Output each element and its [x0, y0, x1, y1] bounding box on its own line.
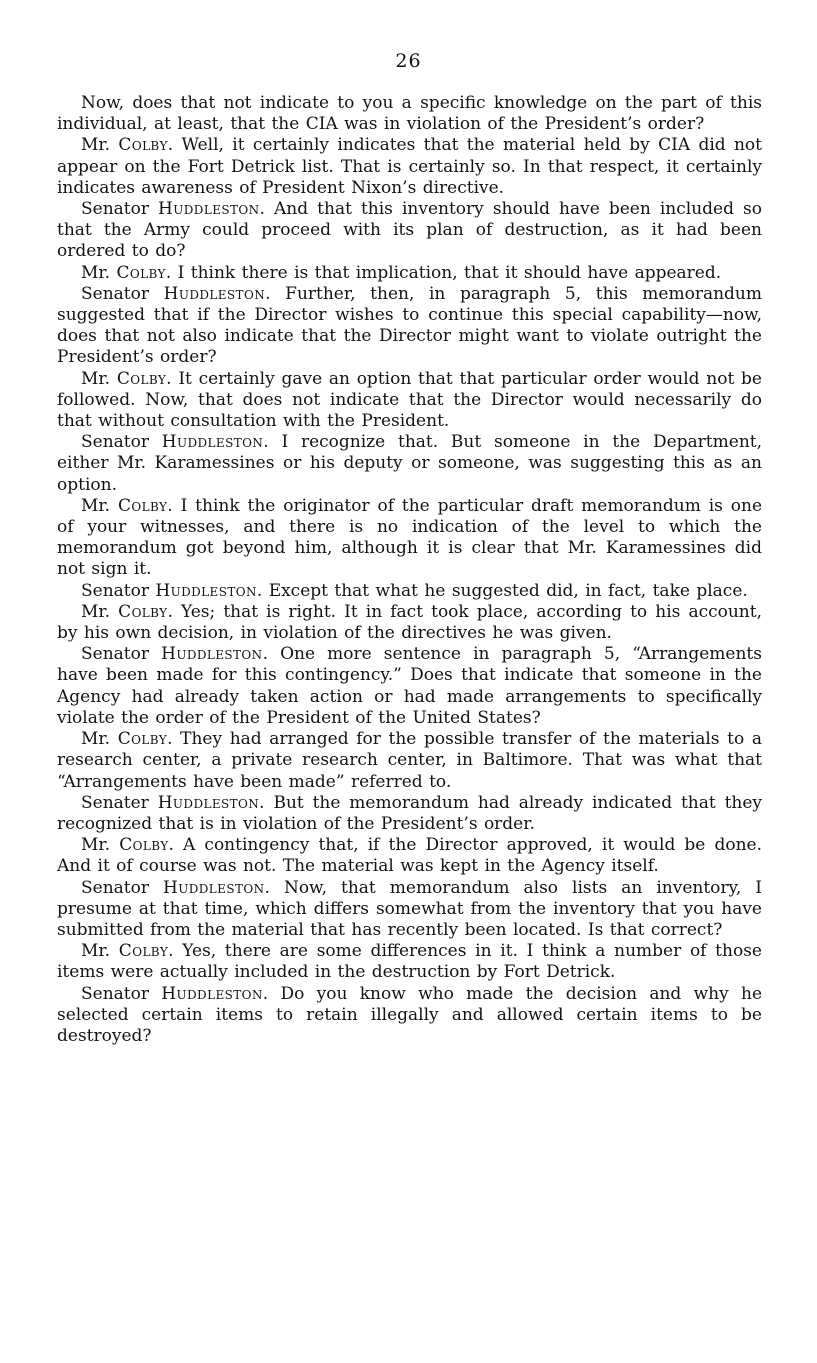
speech-text: But the memorandum had already indicated that they recognized that is in violation of the President’s order. [57, 792, 763, 834]
transcript-paragraph [57, 135, 762, 199]
transcript-paragraph [57, 432, 762, 496]
speech-text: Further, then, in paragraph 5, this memorandum suggested that if the Director wishes to continue this special capability—now, does that not also indicate that the Director might want to violate outright the President’s order? [57, 283, 763, 368]
transcript-paragraph [57, 644, 762, 729]
speaker-name: Mr. Colby. [81, 135, 174, 156]
page-number: 26 [395, 50, 422, 72]
speaker-name: Senator Huddleston. [81, 644, 268, 665]
transcript-paragraph [57, 581, 762, 602]
speech-text: Well, it certainly indicates that the material held by CIA did not appear on the Fort Detrick list. That is certainly so. In that respect, it certainly indicates awareness of President Nixon’s directive. [57, 135, 763, 198]
transcript-paragraph [57, 496, 762, 581]
speaker-name: Senator Huddleston. [81, 199, 265, 220]
speech-text: Now, that memorandum also lists an inventory, I presume at that time, which differs somewhat from the inventory that you have submitted from the material that has recently been located. Is that correct? [57, 877, 763, 940]
speaker-name: Senator Huddleston. [81, 580, 263, 601]
transcript-paragraph [57, 878, 762, 942]
speaker-name: Mr. Colby. [81, 601, 173, 622]
speaker-name: Mr. Colby. [81, 835, 174, 856]
transcript-paragraph [57, 602, 762, 644]
speech-text: I recognize that. But someone in the Department, either Mr. Karamessines or his deputy or someone, was suggesting this as an option. [57, 432, 763, 495]
speech-text: It certainly gave an option that that particular order would not be followed. Now, that does not indicate that the Director would necessarily do that without consultation with the President. [57, 368, 762, 432]
speaker-name: Senator Huddleston. [81, 877, 270, 898]
speaker-name: Senator Huddleston. [81, 432, 269, 453]
speech-text: Do you know who made the decision and why he selected certain items to retain illegally and allowed certain items to be destroyed? [57, 983, 763, 1046]
speech-text: And that this inventory should have been included so that the Army could proceed with its plan of destruction, as it had been ordered to do? [57, 199, 763, 262]
transcript-paragraph [57, 263, 762, 284]
speech-text: Except that what he suggested did, in fact, take place. [268, 580, 748, 601]
speaker-name: Senator Huddleston. [81, 283, 271, 304]
speaker-name: Mr. Colby. [81, 941, 174, 962]
transcript-paragraph [57, 729, 762, 793]
transcript-paragraph [57, 835, 762, 877]
transcript-paragraph [57, 793, 762, 835]
speech-text: Yes; that is right. It in fact took place, according to his account, by his own decision, in violation of the directives he was given. [57, 601, 762, 644]
transcript-body [57, 93, 762, 1047]
transcript-paragraph [57, 984, 762, 1048]
speech-text: One more sentence in paragraph 5, “Arrangements have been made for this contingency.” Does that indicate that someone in the Agency had already taken action or had made arrangements to specifically violate the order of the President of the United States? [57, 644, 762, 728]
speaker-name: Mr. Colby. [81, 262, 172, 283]
transcript-paragraph [57, 284, 762, 369]
speech-text: I think there is that implication, that it should have appeared. [177, 262, 722, 283]
speaker-name: Mr. Colby. [81, 495, 173, 516]
transcript-paragraph [57, 369, 762, 433]
speaker-name: Senator Huddleston. [81, 983, 269, 1004]
speaker-name: Mr. Colby. [81, 729, 173, 750]
speaker-name: Mr. Colby. [81, 368, 172, 389]
speech-text: I think the originator of the particular draft memorandum is one of your witnesses, and there is no indication of the level to which the memorandum got beyond him, although it is clear that Mr. Karamessines did not sign it. [57, 495, 763, 580]
transcript-paragraph [57, 199, 762, 263]
transcript-paragraph [57, 941, 762, 983]
speaker-name: Senater Huddleston. [81, 792, 265, 813]
speech-text: A contingency that, if the Director approved, it would be done. And it of course was not. The material was kept in the Agency itself. [57, 835, 763, 877]
speech-text: Now, does that not indicate to you a specific knowledge on the part of this individual, at least, that the CIA was in violation of the President’s order? [57, 93, 762, 135]
transcript-paragraph [57, 93, 762, 135]
speech-text: Yes, there are some differences in it. I think a number of those items were actually included in the destruction by Fort Detrick. [57, 941, 762, 983]
speech-text: They had arranged for the possible transfer of the materials to a research center, a private research center, in Baltimore. That was what that “Arrangements have been made” referred to. [57, 729, 763, 792]
